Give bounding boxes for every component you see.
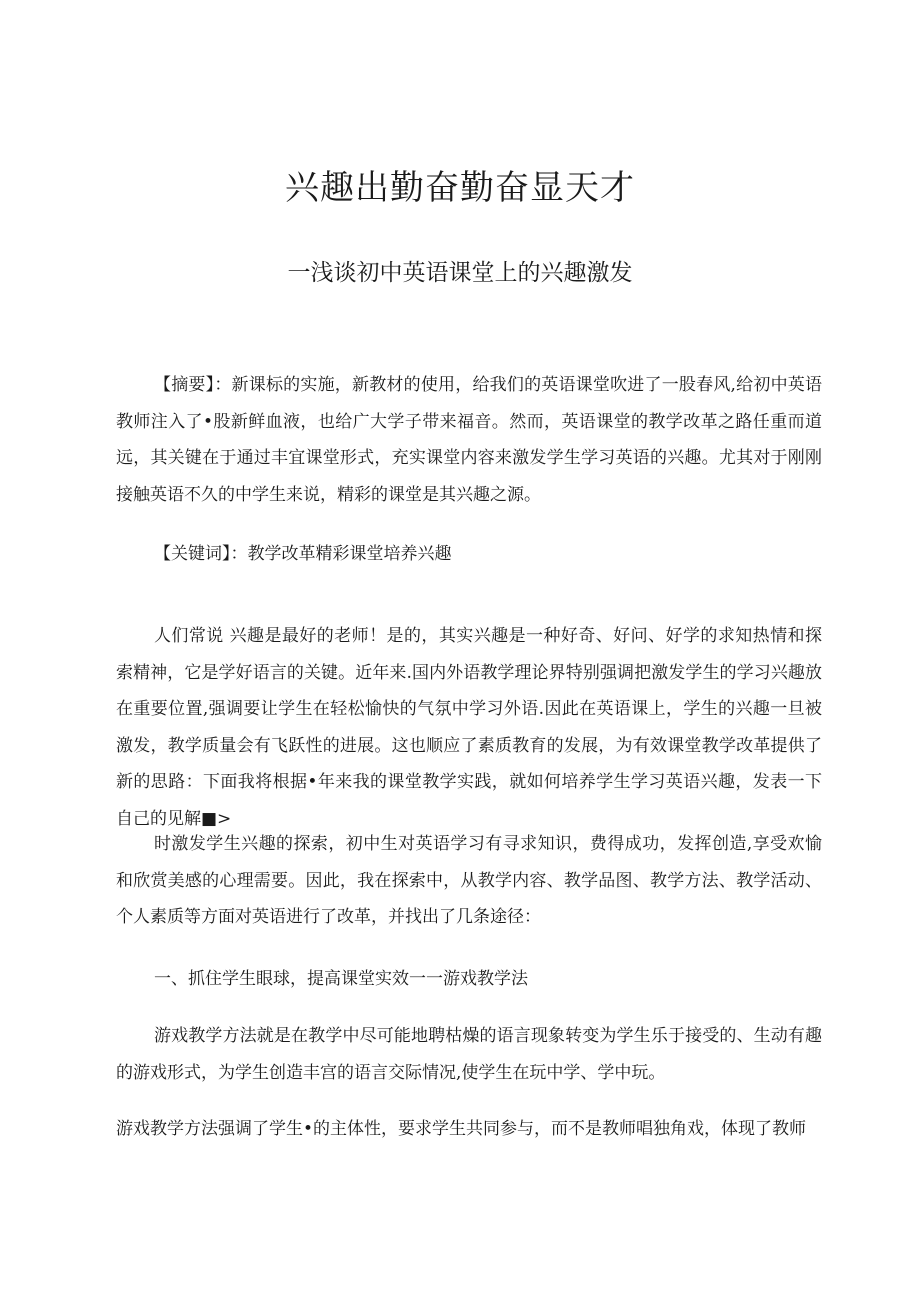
game-method-paragraph: 游戏教学方法就是在教学中尽可能地聘枯燥的语言现象转变为学生乐于接受的、生动有趣的游戏形式，为学生创造丰宫的语言交际情况,使学生在玩中学、学中玩。: [116, 1026, 822, 1083]
section-heading: 一、抓住学生眼球，提高课堂实效一一游戏教学法: [154, 969, 528, 989]
document-subtitle: 一浅谈初中英语课堂上的兴趣激发: [287, 260, 633, 286]
intro-paragraph: 人们常说 兴趣是最好的老师！是的，其实兴趣是一种好奇、好问、好学的求知热情和探索精神，它是学好语言的关键。近年来.国内外语教学理论界特别强调把激发学生的学习兴趣放在重要位置,强调要让学生在轻松愉快的气氛中学习外语.因此在英语课上，学生的兴趣一旦被激发，教学质量会有飞跃性的进展。这也顺应了素质教育的发展，为有效课堂教学改革提供了新的思路：下面我将根据•年来我的课堂教学实践，就如何培养学生学习英语兴趣，发表一下自己的见解■>: [116, 626, 822, 829]
abstract-paragraph: 【摘要】：新课标的实施，新教材的使用，给我们的英语课堂吹进了一股春风,给初中英语教师注入了•股新鲜血液，也给广大学子带来福音。然而，英语课堂的教学改革之路任重而道远，其关键在于通过丰宜课堂形式，充实课堂内容来激发学生学习英语的兴趣。尤其对于刚刚接触英语不久的中学生来说，精彩的课堂是其兴趣之源。: [116, 375, 822, 505]
game-method-continued-paragraph: 游戏教学方法强调了学生•的主体性，要求学生共同参与，而不是教师唱独角戏，体现了教师: [116, 1119, 807, 1139]
document-title: 兴趣出勤奋勤奋显天才: [285, 168, 635, 208]
keywords-paragraph: 【关键词】：教学改革精彩课堂培养兴趣: [154, 544, 452, 564]
exploration-paragraph: 时激发学生兴趣的探索，初中生对英语学习有寻求知识，费得成功，发挥创造,享受欢愉和欣赏美感的心理需要。因此，我在探索中，从教学内容、教学品图、教学方法、教学活动、个人素质等方面对英语进行了改革，并找出了几条途径：: [116, 834, 822, 927]
